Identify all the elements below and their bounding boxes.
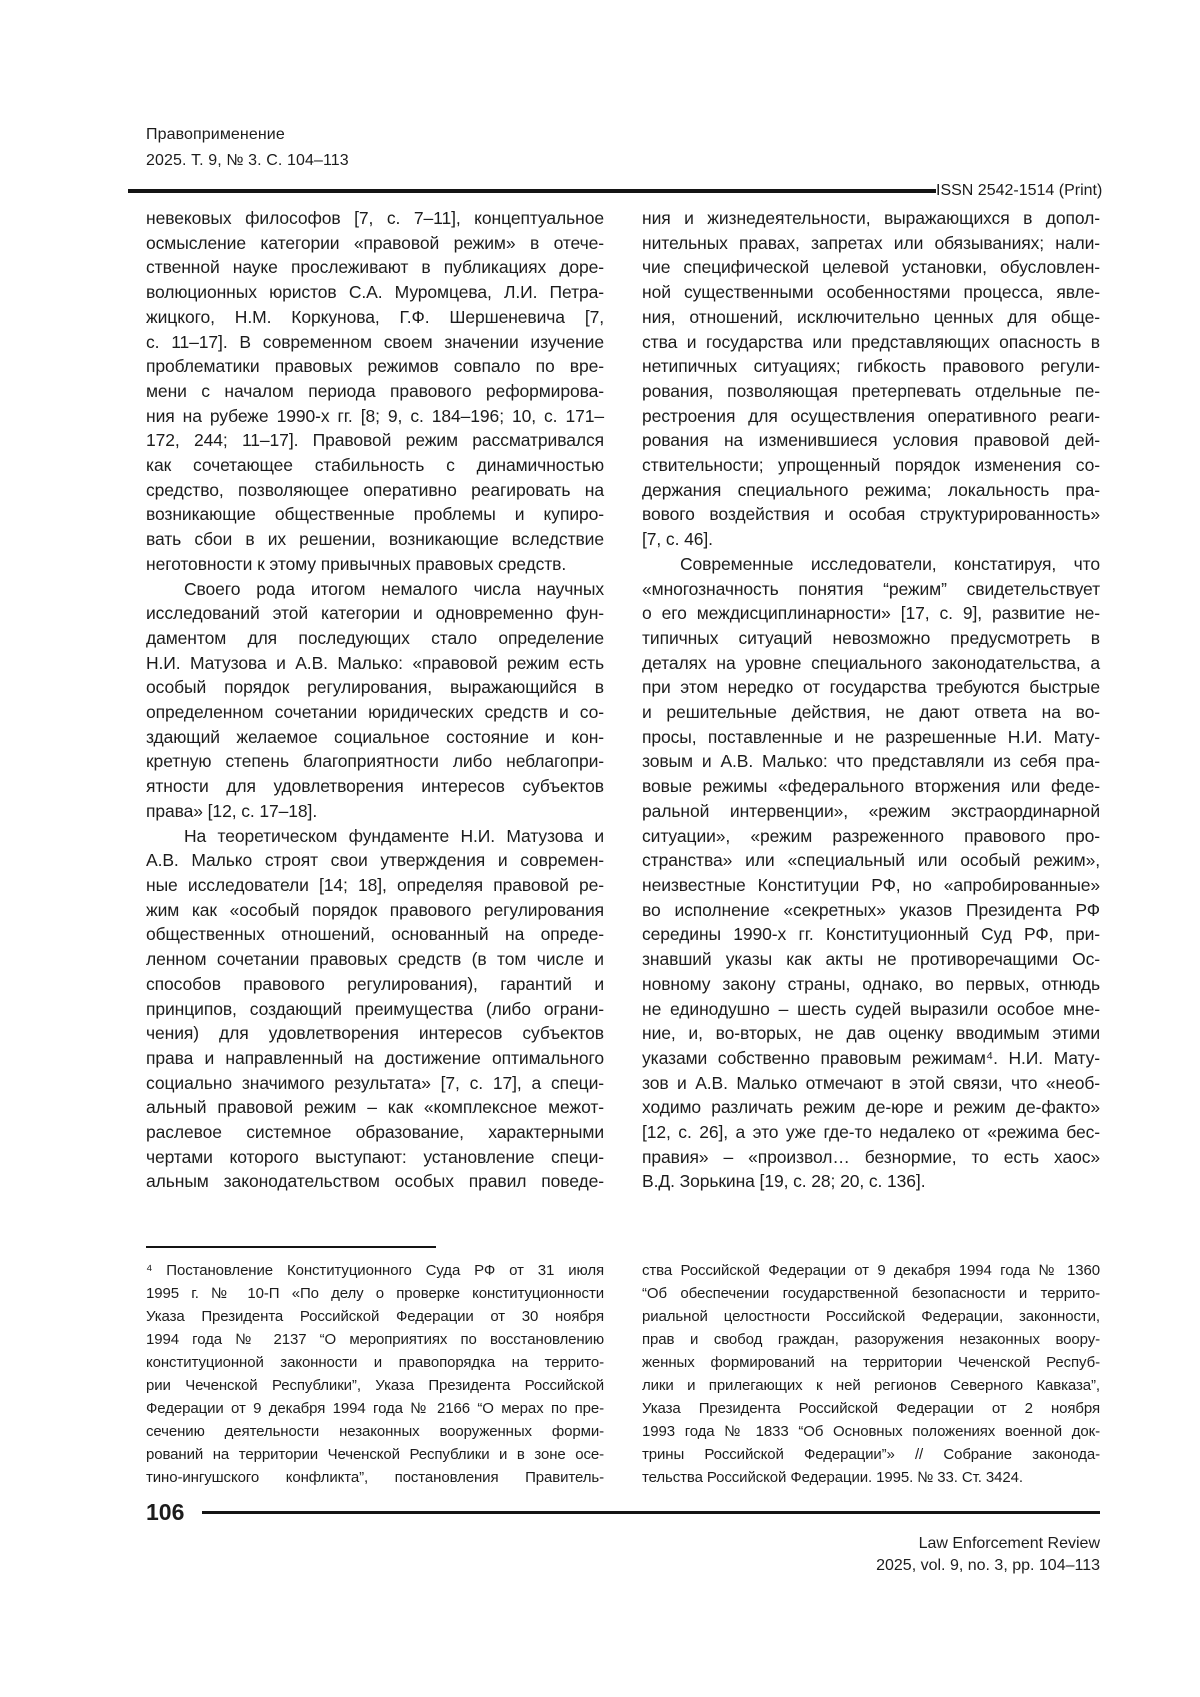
body-line: нетипичных ситуациях; гибкость правового регули-	[642, 356, 1100, 377]
body-line: зовым и А.В. Малько: что представляли из себя пра-	[642, 751, 1100, 772]
body-line: принципов, создающий преимущества (либо ограни-	[146, 998, 604, 1019]
body-line: Своего рода итогом немалого числа научных	[184, 578, 604, 599]
body-line: осмысление категории «правовой режим» в отече-	[146, 232, 604, 253]
body-line: проблематики правовых режимов совпало по вре-	[146, 356, 604, 377]
body-line: ходимо различать режим де-юре и режим де-факто»	[642, 1097, 1100, 1118]
footnote-line: сечению деятельности незаконных вооруженных форми-	[146, 1423, 604, 1441]
footnote-line: Федерации от 9 декабря 1994 года № 2166 “О мерах по пре-	[146, 1400, 604, 1418]
footnote-line: прав и свобод граждан, разоружения незаконных воору-	[642, 1331, 1100, 1349]
footnote-line: ства Российской Федерации от 9 декабря 1994 года № 1360	[642, 1262, 1100, 1280]
body-line: чения) для удовлетворения интересов субъектов	[146, 1023, 604, 1044]
body-line: держания специального режима; локальность пра-	[642, 479, 1100, 500]
body-line: во исполнение «секретных» указов Президента РФ	[642, 899, 1100, 920]
header-volume-info: 2025. Т. 9, № 3. С. 104–113	[146, 152, 349, 169]
body-line: деталях на уровне специального законодательства, а	[642, 652, 1100, 673]
body-line: альный правовой режим – как «комплексное межот-	[146, 1097, 604, 1118]
body-line: жим как «особый порядок правового регулирования	[146, 899, 604, 920]
body-line: просы, поставленные и не разрешенные Н.И. Мату-	[642, 726, 1100, 747]
body-line: с. 11–17]. В современном своем значении изучение	[146, 331, 604, 352]
body-line: [7, с. 46].	[642, 529, 713, 550]
body-line: ства и государства или представляющих опасность в	[642, 331, 1100, 352]
footnote-line: тельства Российской Федерации. 1995. № 33. Ст. 3424.	[642, 1469, 1023, 1487]
footnote-line: 1994 года № 2137 “О мероприятиях по восстановлению	[146, 1331, 604, 1349]
body-line: права и направленный на достижение оптимального	[146, 1047, 604, 1068]
body-line: исследований этой категории и одновременно фун-	[146, 603, 604, 624]
body-line: определенном сочетании юридических средств и со-	[146, 702, 604, 723]
body-line: странства» или «специальный или особый режим»,	[642, 850, 1100, 871]
body-line: как сочетающее стабильность с динамичностью	[146, 455, 604, 476]
body-line: неготовности к этому привычных правовых средств.	[146, 553, 567, 574]
body-line: альным законодательством особых правил поведе-	[146, 1171, 604, 1192]
body-line: вового воздействия и особая структурированность»	[642, 504, 1100, 525]
body-line: указами собственно правовым режимам⁴. Н.И. Мату-	[642, 1047, 1100, 1068]
body-line: здающий желаемое социальное состояние и кон-	[146, 726, 604, 747]
issn-label: ISSN 2542-1514 (Print)	[936, 182, 1103, 199]
body-line: и решительные действия, не дают ответа на во-	[642, 702, 1100, 723]
page-number: 106	[146, 1499, 185, 1526]
footnote-line: Указа Президента Российской Федерации от 30 ноября	[146, 1308, 604, 1326]
header-rule-row	[128, 182, 1103, 200]
footnote-line: лики и прилегающих к ней регионов Северного Кавказа”,	[642, 1377, 1100, 1395]
header-journal-title: Правоприменение	[146, 126, 285, 143]
body-column-left	[146, 206, 604, 1194]
body-line: ные исследователи [14; 18], определяя правовой ре-	[146, 874, 604, 895]
body-line: ной существенными особенностями процесса, явле-	[642, 282, 1100, 303]
footnote-line: женных формирований на территории Чеченской Респуб-	[642, 1354, 1100, 1372]
body-line: рования на изменившиеся условия правовой дей-	[642, 430, 1100, 451]
footnote-section	[146, 1194, 1200, 1489]
body-line: даментом для последующих стало определение	[146, 627, 604, 648]
footnote-line: рии Чеченской Республики”, Указа Президента Российской	[146, 1377, 604, 1395]
body-line: волюционных юристов С.А. Муромцева, Л.И. Петра-	[146, 282, 604, 303]
page-header	[146, 122, 1103, 200]
body-line: «многозначность понятия “режим” свидетельствует	[642, 578, 1100, 599]
body-line: ствительности; упрощенный порядок изменения со-	[642, 455, 1100, 476]
body-line: не единодушно – шесть судей выразили особое мне-	[642, 998, 1100, 1019]
body-line: ния, отношений, исключительно ценных для обще-	[642, 306, 1100, 327]
footnote-right-lines	[642, 1259, 1100, 1489]
footnote-left	[146, 1194, 604, 1489]
body-line: знавший указы как акты не противоречащими Ос-	[642, 949, 1100, 970]
body-line: ральной интервенции», «режим экстраординарной	[642, 800, 1100, 821]
body-line: правия» – «произвол… безнормие, то есть хаос»	[642, 1146, 1100, 1167]
body-line: чие специфической целевой установки, обусловлен-	[642, 257, 1100, 278]
body-line: [12, с. 26], а это уже где-то недалеко от «режима бес-	[642, 1122, 1100, 1143]
footnote-line: конституционной законности и правопорядка на террито-	[146, 1354, 604, 1372]
body-line: жицкого, Н.М. Коркунова, Г.Ф. Шершеневича [7,	[146, 306, 604, 327]
body-line: ятности для удовлетворения интересов субъектов	[146, 776, 604, 797]
body-line: невековых философов [7, с. 7–11], концептуальное	[146, 208, 604, 228]
body-line: ленном сочетании правовых средств (в том числе и	[146, 949, 604, 970]
body-line: возникающие общественные проблемы и купиро-	[146, 504, 604, 525]
body-line: середины 1990-х гг. Конституционный Суд РФ, при-	[642, 924, 1100, 945]
article-body	[146, 206, 1200, 1194]
body-line: при этом нередко от государства требуются быстрые	[642, 677, 1100, 698]
body-line: раслевое системное образование, характерными	[146, 1122, 604, 1143]
body-line: средство, позволяющее оперативно реагировать на	[146, 479, 604, 500]
footnote-separator	[146, 1246, 436, 1248]
footnote-left-lines	[146, 1259, 604, 1489]
body-line: особый порядок регулирования, выражающийся в	[146, 677, 604, 698]
body-line: чертами которого выступают: установление специ-	[146, 1146, 604, 1167]
footer-journal-title: Law Enforcement Review	[918, 1535, 1100, 1553]
page-footer	[146, 1533, 1100, 1577]
body-line: неизвестные Конституции РФ, но «апробированные»	[642, 874, 1100, 895]
footnote-line: “Об обеспечении государственной безопасности и террито-	[642, 1285, 1100, 1303]
body-line: ственной науке прослеживают в публикациях доре-	[146, 257, 604, 278]
body-line: ния на рубеже 1990-х гг. [8; 9, с. 184–196; 10, с. 171–	[146, 405, 604, 426]
footnote-line: рований на территории Чеченской Республики и в зоне осе-	[146, 1446, 604, 1464]
body-line: А.В. Малько строят свои утверждения и современ-	[146, 850, 604, 871]
footnote-line: трины Российской Федерации”» // Собрание законода-	[642, 1446, 1100, 1464]
body-line: ситуации», «режим разреженного правового про-	[642, 825, 1100, 846]
body-line: способов правового регулирования), гарантий и	[146, 973, 604, 994]
body-line: зов и А.В. Малько отмечают в этой связи, что «необ-	[642, 1072, 1100, 1093]
body-line: о его междисциплинарности» [17, с. 9], развитие не-	[642, 603, 1100, 624]
header-rule	[128, 189, 936, 193]
page-number-rule	[202, 1511, 1100, 1514]
body-line: 172, 244; 11–17]. Правовой режим рассматривался	[146, 430, 604, 451]
body-line: социально значимого результата» [7, с. 17], а специ-	[146, 1072, 604, 1093]
body-line: В.Д. Зорькина [19, с. 28; 20, с. 136].	[642, 1171, 926, 1192]
footnote-right	[642, 1194, 1100, 1489]
body-line: типичных ситуаций невозможно предусмотреть в	[642, 627, 1100, 648]
footnote-line: 1993 года № 1833 “Об Основных положениях военной док-	[642, 1423, 1100, 1441]
body-line: кретную степень благоприятности либо неблагопри-	[146, 751, 604, 772]
body-line: рестроения для осуществления оперативного реаги-	[642, 405, 1100, 426]
body-line: ния и жизнедеятельности, выражающихся в допол-	[642, 208, 1100, 228]
body-line: Н.И. Матузова и А.В. Малько: «правовой режим есть	[146, 652, 604, 673]
body-line: вать сбои в их решении, возникающие вследствие	[146, 529, 604, 550]
footnote-line: риальной целостности Российской Федерации, законности,	[642, 1308, 1100, 1326]
body-line: вовые режимы «федерального вторжения или феде-	[642, 776, 1100, 797]
footnote-line: ⁴ Постановление Конституционного Суда РФ от 31 июля	[146, 1262, 604, 1280]
body-line: нительных правах, запретах или обязываниях; нали-	[642, 232, 1100, 253]
body-line: мени с началом периода правового реформирова-	[146, 380, 604, 401]
body-line: Современные исследователи, констатируя, что	[680, 553, 1100, 574]
body-line: рования, позволяющая претерпевать отдельные пе-	[642, 380, 1100, 401]
footer-volume-info: 2025, vol. 9, no. 3, pp. 104–113	[876, 1557, 1100, 1575]
body-column-right	[642, 206, 1100, 1194]
page-number-row	[146, 1497, 1100, 1527]
body-line: права» [12, с. 17–18].	[146, 800, 318, 821]
footnote-line: Указа Президента Российской Федерации от 2 ноября	[642, 1400, 1100, 1418]
body-line: новному закону страны, однако, во первых, отнюдь	[642, 973, 1100, 994]
body-line: На теоретическом фундаменте Н.И. Матузова и	[184, 825, 604, 846]
body-line: ние, и, во-вторых, не дав оценку вводимым этими	[642, 1023, 1100, 1044]
footnote-line: тино-ингушского конфликта”, постановления Правитель-	[146, 1469, 604, 1487]
footnote-line: 1995 г. № 10-П «По делу о проверке конституционности	[146, 1285, 604, 1303]
body-line: общественных отношений, основанный на опреде-	[146, 924, 604, 945]
